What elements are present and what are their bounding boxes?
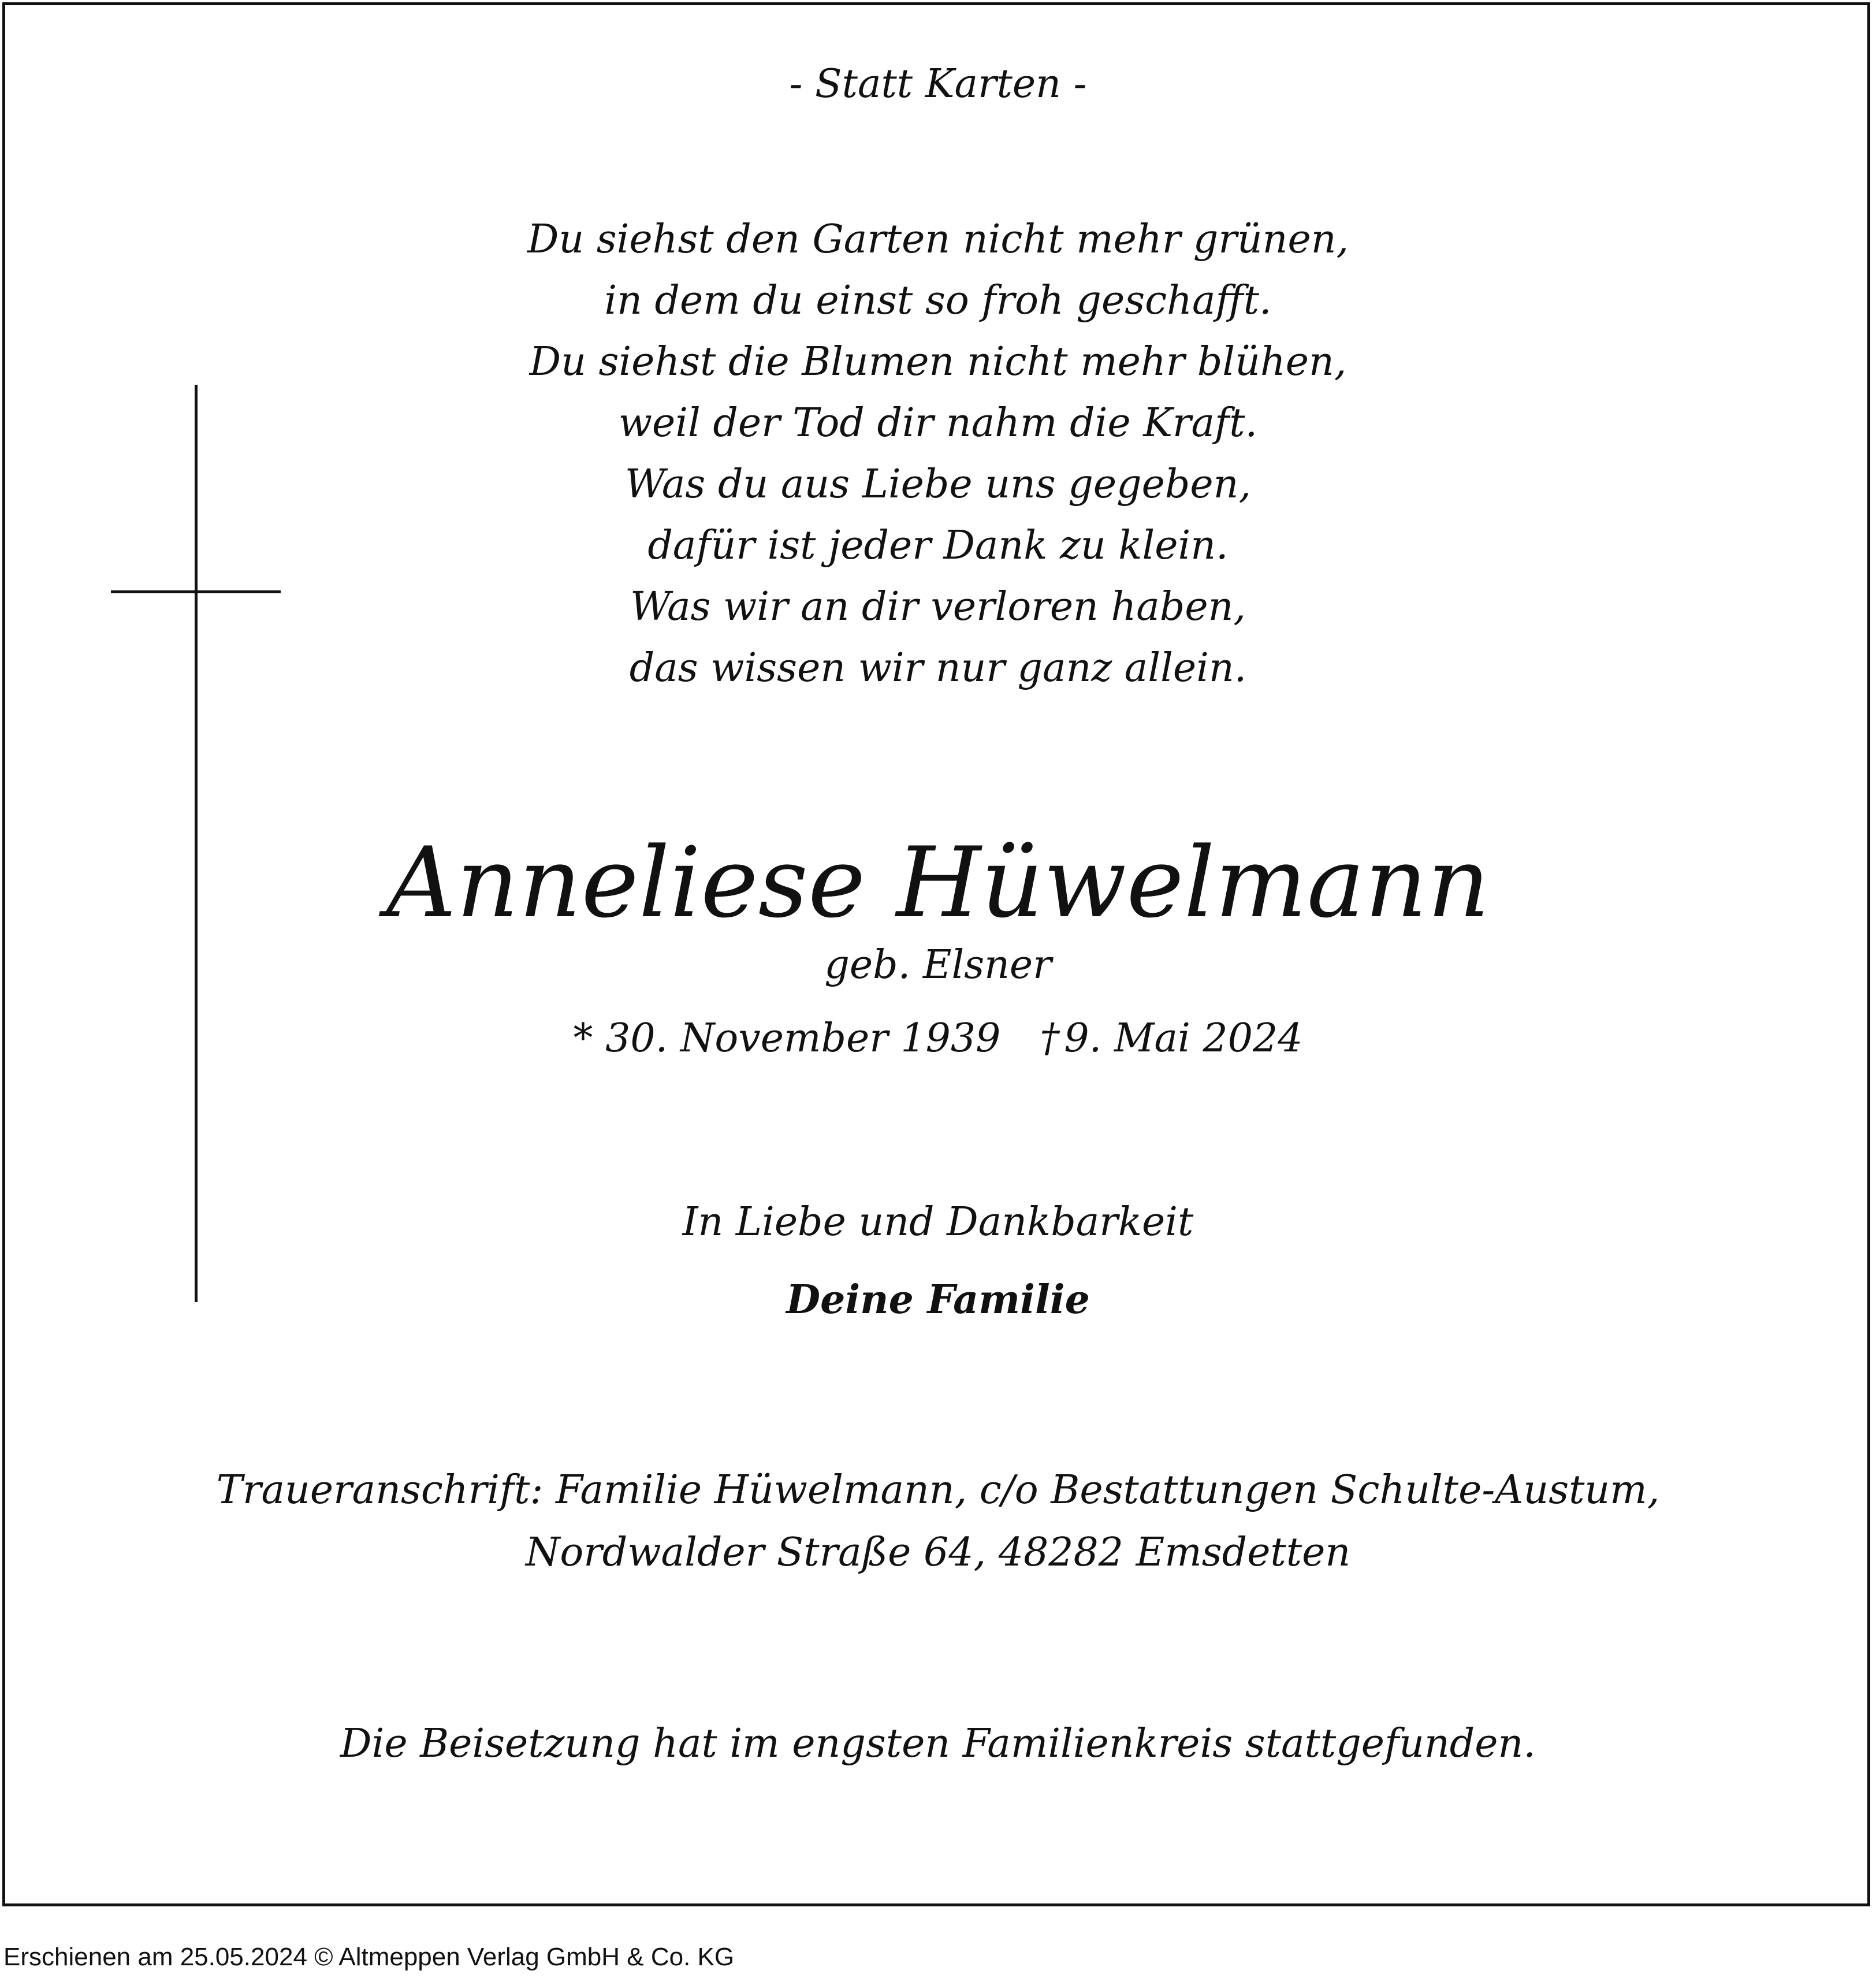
poem xyxy=(0,209,1876,699)
mourning-address-line-2: Nordwalder Straße 64, 48282 Emsdetten xyxy=(525,1530,1351,1575)
deceased-name: Anneliese Hüwelmann xyxy=(386,826,1490,939)
notice-header: - Statt Karten - xyxy=(789,61,1087,107)
burial-note: Die Beisetzung hat im engsten Familienkreis stattgefunden. xyxy=(340,1721,1536,1767)
publication-footer: Erschienen am 25.05.2024 © Altmeppen Verlag GmbH & Co. KG xyxy=(3,1943,735,1971)
poem-line: dafür ist jeder Dank zu klein. xyxy=(647,523,1229,568)
poem-line: Was du aus Liebe uns gegeben, xyxy=(624,462,1252,507)
poem-line: in dem du einst so froh geschafft. xyxy=(604,278,1272,324)
maiden-name: geb. Elsner xyxy=(824,942,1052,988)
dagger-icon: † xyxy=(1040,1016,1060,1061)
poem-line: weil der Tod dir nahm die Kraft. xyxy=(618,400,1258,446)
birth-date: * 30. November 1939 xyxy=(573,1016,1001,1061)
poem-line: das wissen wir nur ganz allein. xyxy=(629,645,1247,691)
poem-line: Du siehst den Garten nicht mehr grünen, xyxy=(527,217,1349,262)
death-date: 9. Mai 2024 xyxy=(1064,1016,1303,1061)
life-dates xyxy=(0,1016,1876,1061)
poem-line: Du siehst die Blumen nicht mehr blühen, xyxy=(529,339,1347,385)
signature: Deine Familie xyxy=(786,1277,1090,1323)
poem-line: Was wir an dir verloren haben, xyxy=(630,584,1246,630)
mourning-address-line-1: Traueranschrift: Familie Hüwelmann, c/o Bestattungen Schulte-Austum, xyxy=(216,1467,1660,1513)
closing-phrase: In Liebe und Dankbarkeit xyxy=(682,1199,1194,1245)
